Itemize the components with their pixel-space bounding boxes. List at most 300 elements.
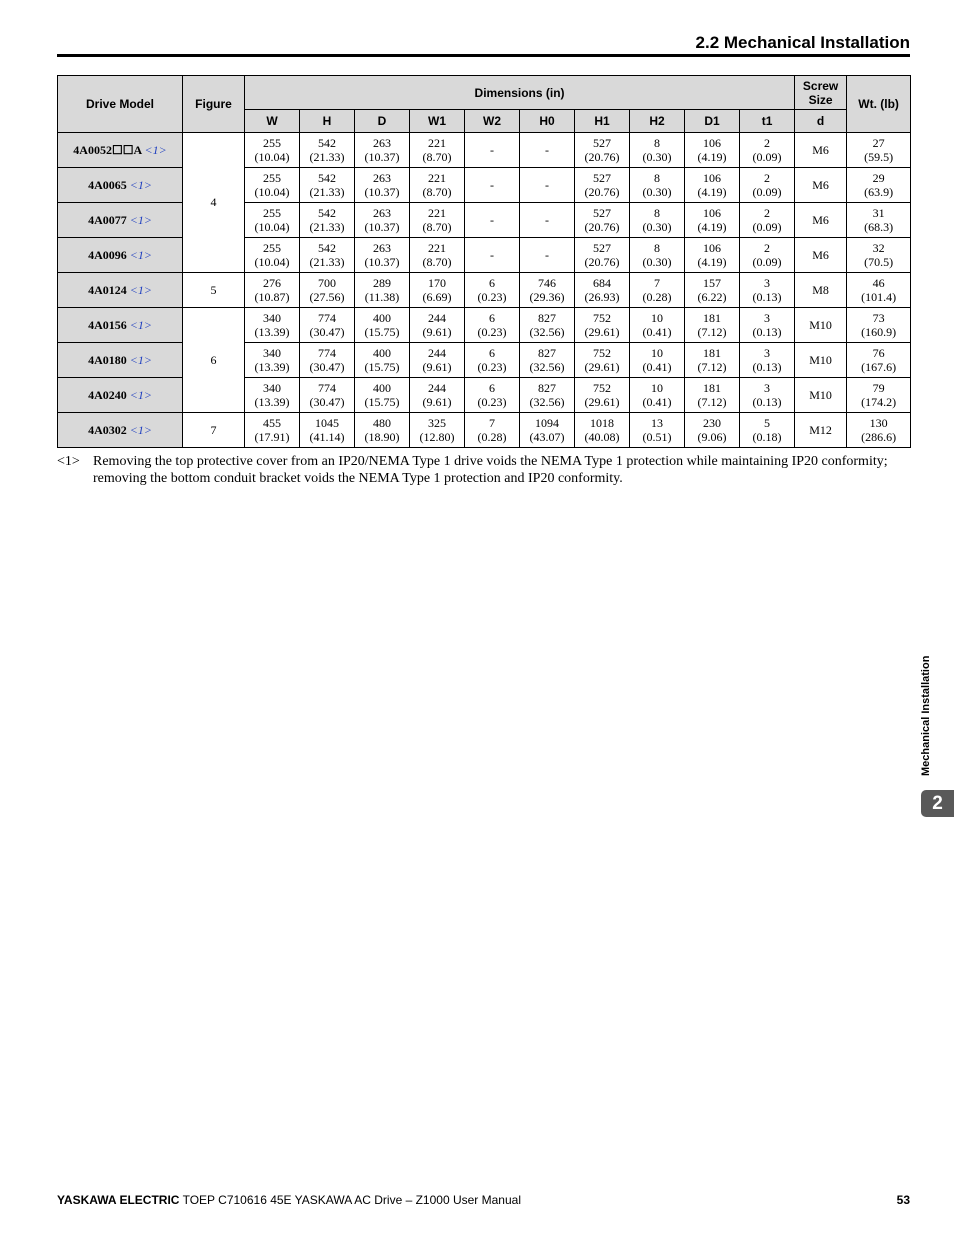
dimension-in: (20.76) — [584, 185, 620, 199]
dimension-cell — [740, 133, 795, 168]
dimension-in: (0.23) — [477, 360, 507, 374]
dimension-cell — [575, 413, 630, 448]
dimension-mm: 2 — [764, 171, 771, 185]
table-row — [58, 133, 911, 168]
dimension-in: (0.30) — [642, 220, 672, 234]
dimension-mm: 263 — [373, 171, 391, 185]
dimension-mm: 827 — [538, 381, 556, 395]
dimension-in: (8.70) — [422, 255, 452, 269]
dimension-cell — [300, 343, 355, 378]
dimension-cell — [355, 168, 410, 203]
dimension-cell — [740, 343, 795, 378]
dimension-in: (20.76) — [584, 220, 620, 234]
dimension-cell — [465, 413, 520, 448]
dimension-mm: 263 — [373, 136, 391, 150]
dimension-cell — [300, 168, 355, 203]
footer-doc: TOEP C710616 45E YASKAWA AC Drive – Z1000 User Manual — [179, 1193, 521, 1207]
weight-cell — [847, 203, 911, 238]
footnote-ref-link[interactable]: <1> — [129, 247, 152, 262]
dimension-mm: 5 — [764, 416, 771, 430]
dimension-mm: 255 — [263, 171, 281, 185]
dimension-cell — [300, 378, 355, 413]
dimension-in: (0.09) — [752, 255, 782, 269]
dimension-cell — [685, 343, 740, 378]
dimension-cell — [630, 203, 685, 238]
dimension-in: (6.22) — [697, 290, 727, 304]
figure-cell: 5 — [183, 273, 245, 308]
dimension-cell — [355, 343, 410, 378]
dimension-cell — [465, 308, 520, 343]
weight-kg: 130 — [869, 416, 888, 430]
footnote-ref-link[interactable]: <1> — [129, 387, 152, 402]
header-weight: Wt. (lb) — [847, 76, 911, 133]
dimension-in: (9.61) — [422, 360, 452, 374]
dimension-mm: 263 — [373, 241, 391, 255]
dimension-cell — [575, 308, 630, 343]
footnote-ref-link[interactable]: <1> — [129, 422, 152, 437]
dimension-mm: 527 — [593, 171, 611, 185]
dimension-cell — [300, 308, 355, 343]
dimension-mm: 221 — [428, 171, 446, 185]
dimension-in: (0.23) — [477, 395, 507, 409]
dimension-cell — [520, 413, 575, 448]
figure-cell: 4 — [183, 133, 245, 273]
dimension-in: (15.75) — [364, 325, 400, 339]
dimension-cell — [355, 273, 410, 308]
dimension-mm: - — [545, 178, 549, 192]
dimension-in: (0.41) — [642, 360, 672, 374]
dimension-mm: 2 — [764, 241, 771, 255]
dimension-in: (18.90) — [364, 430, 400, 444]
dimension-cell — [355, 413, 410, 448]
dimension-in: (29.36) — [529, 290, 565, 304]
side-tab-label: Mechanical Installation — [920, 655, 932, 776]
dimension-in: (27.56) — [309, 290, 345, 304]
footnote — [57, 453, 910, 487]
section-title: 2.2 Mechanical Installation — [695, 33, 910, 52]
dimension-mm: 181 — [703, 346, 721, 360]
header-figure: Figure — [183, 76, 245, 133]
dimension-cell — [740, 378, 795, 413]
dimension-mm: 10 — [651, 311, 663, 325]
dimension-cell — [300, 133, 355, 168]
weight-lb: (174.2) — [861, 395, 897, 409]
dimension-mm: 752 — [593, 346, 611, 360]
footnote-ref-link[interactable]: <1> — [129, 177, 152, 192]
dimension-cell — [245, 273, 300, 308]
dimension-mm: 684 — [593, 276, 611, 290]
dimension-mm: 6 — [489, 346, 495, 360]
header-rule — [57, 54, 910, 57]
dimension-in: (9.06) — [697, 430, 727, 444]
drive-model-cell — [58, 343, 183, 378]
chapter-tab: 2 — [921, 790, 954, 817]
dimension-mm: 221 — [428, 241, 446, 255]
dimension-mm: - — [545, 248, 549, 262]
dimension-cell — [300, 273, 355, 308]
dimension-mm: 8 — [654, 241, 660, 255]
dimension-cell — [410, 413, 465, 448]
dimension-cell — [355, 378, 410, 413]
dimension-cell — [630, 413, 685, 448]
weight-cell — [847, 343, 911, 378]
footer-brand: YASKAWA ELECTRIC — [57, 1193, 180, 1207]
dimension-cell — [410, 273, 465, 308]
dimension-mm: 527 — [593, 206, 611, 220]
dimension-mm: 13 — [651, 416, 663, 430]
page-footer — [57, 1193, 910, 1207]
dimension-mm: 289 — [373, 276, 391, 290]
drive-model-cell — [58, 413, 183, 448]
dimension-mm: 542 — [318, 171, 336, 185]
figure-cell: 7 — [183, 413, 245, 448]
dimension-in: (0.41) — [642, 395, 672, 409]
weight-kg: 29 — [872, 171, 885, 185]
dimension-cell — [355, 203, 410, 238]
table-row — [58, 413, 911, 448]
drive-model-cell — [58, 308, 183, 343]
dimension-in: (12.80) — [419, 430, 455, 444]
dimension-mm: 255 — [263, 136, 281, 150]
dimension-cell — [465, 203, 520, 238]
dimension-in: (9.61) — [422, 325, 452, 339]
dimension-in: (7.12) — [697, 325, 727, 339]
dimension-in: (0.13) — [752, 290, 782, 304]
dimension-in: (10.37) — [364, 185, 400, 199]
weight-cell — [847, 133, 911, 168]
dimension-in: (29.61) — [584, 395, 620, 409]
dimension-cell — [685, 308, 740, 343]
dimension-cell — [575, 168, 630, 203]
dimension-mm: 255 — [263, 241, 281, 255]
dimension-mm: 3 — [764, 381, 771, 395]
dimension-mm: 455 — [263, 416, 281, 430]
drive-model: 4A0240 — [88, 387, 127, 402]
dimension-cell — [300, 238, 355, 273]
header-col-t1: t1 — [740, 110, 795, 133]
drive-model-cell — [58, 203, 183, 238]
footnote-ref-link[interactable]: <1> — [129, 352, 152, 367]
table-row — [58, 273, 911, 308]
dimension-cell — [575, 378, 630, 413]
dimension-mm: 752 — [593, 381, 611, 395]
dimension-cell — [630, 238, 685, 273]
dimension-in: (0.28) — [477, 430, 507, 444]
dimension-cell — [520, 203, 575, 238]
dimension-cell — [740, 238, 795, 273]
dimension-cell — [740, 273, 795, 308]
weight-cell — [847, 378, 911, 413]
dimension-cell — [300, 203, 355, 238]
dimension-cell — [630, 168, 685, 203]
dimension-cell — [520, 133, 575, 168]
dimension-in: (10.37) — [364, 255, 400, 269]
dimension-cell — [575, 203, 630, 238]
dimension-cell — [465, 168, 520, 203]
dimension-cell — [685, 238, 740, 273]
weight-kg: 31 — [872, 206, 885, 220]
drive-model: 4A0124 — [88, 282, 127, 297]
weight-kg: 79 — [872, 381, 885, 395]
dimension-cell — [410, 343, 465, 378]
screw-size-cell: M6 — [795, 238, 847, 273]
dimension-mm: 542 — [318, 136, 336, 150]
weight-kg: 76 — [872, 346, 885, 360]
drive-model: 4A0302 — [88, 422, 127, 437]
dimension-in: (0.09) — [752, 150, 782, 164]
dimensions-table — [57, 75, 911, 448]
footnote-ref-link[interactable]: <1> — [129, 212, 152, 227]
dimension-in: (9.61) — [422, 395, 452, 409]
dimension-cell — [410, 238, 465, 273]
drive-model-cell — [58, 133, 183, 168]
dimension-cell — [520, 308, 575, 343]
dimension-mm: - — [545, 213, 549, 227]
drive-model: 4A0065 — [88, 177, 127, 192]
dimension-cell — [355, 133, 410, 168]
dimension-in: (32.56) — [529, 395, 565, 409]
weight-cell — [847, 238, 911, 273]
dimension-mm: 3 — [764, 276, 771, 290]
drive-model-cell — [58, 273, 183, 308]
weight-lb: (167.6) — [861, 360, 897, 374]
dimension-mm: - — [490, 178, 494, 192]
dimension-in: (29.61) — [584, 325, 620, 339]
dimension-mm: 157 — [703, 276, 721, 290]
dimension-cell — [410, 203, 465, 238]
dimension-cell — [630, 273, 685, 308]
dimension-cell — [245, 133, 300, 168]
dimension-mm: 340 — [263, 381, 281, 395]
dimension-in: (26.93) — [584, 290, 620, 304]
dimension-mm: 542 — [318, 241, 336, 255]
footnote-text: Removing the top protective cover from an IP20/NEMA Type 1 drive voids the NEMA Type 1 protection while maintaining IP20 conformity; removing the bottom conduit bracket voids the NEMA Type 1 protection and IP20 conformity. — [93, 454, 888, 486]
dimension-in: (0.09) — [752, 220, 782, 234]
drive-model: 4A0180 — [88, 352, 127, 367]
dimension-mm: - — [490, 248, 494, 262]
footnote-ref-link[interactable]: <1> — [144, 142, 167, 157]
dimension-in: (0.09) — [752, 185, 782, 199]
weight-lb: (160.9) — [861, 325, 897, 339]
dimension-cell — [520, 273, 575, 308]
dimension-cell — [245, 413, 300, 448]
dimension-mm: 221 — [428, 206, 446, 220]
dimension-mm: - — [490, 213, 494, 227]
dimension-cell — [630, 378, 685, 413]
dimension-cell — [740, 168, 795, 203]
dimension-mm: 7 — [489, 416, 495, 430]
drive-model-cell — [58, 168, 183, 203]
header-dimensions: Dimensions (in) — [245, 76, 795, 110]
dimension-in: (21.33) — [309, 255, 345, 269]
dimension-in: (40.08) — [584, 430, 620, 444]
dimension-in: (8.70) — [422, 220, 452, 234]
dimension-cell — [740, 203, 795, 238]
dimension-mm: 6 — [489, 381, 495, 395]
dimension-mm: 1094 — [535, 416, 559, 430]
dimension-mm: 106 — [703, 171, 721, 185]
dimension-in: (0.30) — [642, 255, 672, 269]
dimension-cell — [245, 343, 300, 378]
header-col-h0: H0 — [520, 110, 575, 133]
dimension-mm: 244 — [428, 311, 446, 325]
dimension-in: (21.33) — [309, 150, 345, 164]
weight-lb: (286.6) — [861, 430, 897, 444]
dimension-cell — [740, 308, 795, 343]
dimension-in: (30.47) — [309, 325, 345, 339]
dimension-mm: 325 — [428, 416, 446, 430]
dimension-in: (13.39) — [254, 395, 290, 409]
dimension-in: (0.13) — [752, 325, 782, 339]
dimension-mm: - — [490, 143, 494, 157]
dimension-mm: 106 — [703, 206, 721, 220]
dimension-cell — [245, 168, 300, 203]
dimension-in: (0.18) — [752, 430, 782, 444]
dimension-cell — [245, 238, 300, 273]
header-col-h1: H1 — [575, 110, 630, 133]
weight-kg: 32 — [872, 241, 885, 255]
dimension-mm: 480 — [373, 416, 391, 430]
dimension-cell — [520, 343, 575, 378]
dimension-in: (11.38) — [364, 290, 400, 304]
dimension-cell — [740, 413, 795, 448]
screw-size-cell: M6 — [795, 168, 847, 203]
dimension-cell — [355, 238, 410, 273]
dimension-mm: 774 — [318, 381, 336, 395]
dimension-mm: 774 — [318, 311, 336, 325]
dimension-mm: 8 — [654, 136, 660, 150]
dimension-mm: 400 — [373, 346, 391, 360]
dimension-cell — [410, 168, 465, 203]
dimension-cell — [685, 378, 740, 413]
weight-lb: (68.3) — [864, 220, 894, 234]
dimension-in: (21.33) — [309, 220, 345, 234]
dimension-cell — [630, 133, 685, 168]
header-col-h: H — [300, 110, 355, 133]
dimension-mm: 827 — [538, 311, 556, 325]
dimension-cell — [685, 203, 740, 238]
dimension-in: (4.19) — [697, 220, 727, 234]
dimension-cell — [465, 343, 520, 378]
dimension-in: (10.04) — [254, 255, 290, 269]
dimension-mm: 8 — [654, 171, 660, 185]
dimension-mm: 263 — [373, 206, 391, 220]
dimension-mm: 230 — [703, 416, 721, 430]
weight-cell — [847, 413, 911, 448]
dimension-cell — [300, 413, 355, 448]
header-drive-model: Drive Model — [58, 76, 183, 133]
dimension-mm: 746 — [538, 276, 556, 290]
dimension-mm: 752 — [593, 311, 611, 325]
screw-size-cell: M12 — [795, 413, 847, 448]
dimension-in: (4.19) — [697, 150, 727, 164]
header-col-w1: W1 — [410, 110, 465, 133]
header-screw-size: Screw Size — [795, 76, 847, 110]
dimension-mm: 244 — [428, 381, 446, 395]
drive-model-cell — [58, 378, 183, 413]
screw-size-cell: M10 — [795, 378, 847, 413]
figure-cell: 6 — [183, 308, 245, 413]
dimension-mm: 340 — [263, 346, 281, 360]
dimension-cell — [575, 273, 630, 308]
dimension-mm: 255 — [263, 206, 281, 220]
dimension-in: (43.07) — [529, 430, 565, 444]
dimension-mm: 244 — [428, 346, 446, 360]
dimension-mm: 774 — [318, 346, 336, 360]
dimension-in: (21.33) — [309, 185, 345, 199]
screw-size-cell: M10 — [795, 343, 847, 378]
dimension-cell — [465, 238, 520, 273]
drive-model: 4A0052☐☐A — [73, 142, 142, 157]
dimension-mm: 170 — [428, 276, 446, 290]
dimension-mm: 181 — [703, 311, 721, 325]
dimension-cell — [465, 133, 520, 168]
dimension-mm: 527 — [593, 241, 611, 255]
header-col-h2: H2 — [630, 110, 685, 133]
dimension-in: (29.61) — [584, 360, 620, 374]
dimension-in: (10.87) — [254, 290, 290, 304]
dimension-mm: 276 — [263, 276, 281, 290]
dimension-cell — [685, 133, 740, 168]
dimension-in: (15.75) — [364, 360, 400, 374]
dimension-mm: 6 — [489, 276, 495, 290]
dimension-cell — [685, 273, 740, 308]
footnote-ref-link[interactable]: <1> — [129, 282, 152, 297]
header-col-w: W — [245, 110, 300, 133]
dimension-cell — [685, 168, 740, 203]
dimension-cell — [520, 238, 575, 273]
page-number: 53 — [896, 1193, 910, 1207]
dimension-cell — [575, 238, 630, 273]
dimension-cell — [465, 378, 520, 413]
dimension-in: (32.56) — [529, 325, 565, 339]
dimension-cell — [355, 308, 410, 343]
weight-cell — [847, 308, 911, 343]
dimension-cell — [245, 203, 300, 238]
weight-kg: 73 — [872, 311, 885, 325]
dimension-mm: 7 — [654, 276, 660, 290]
dimension-cell — [245, 308, 300, 343]
dimension-in: (10.04) — [254, 220, 290, 234]
drive-model: 4A0077 — [88, 212, 127, 227]
header-col-d: d — [795, 110, 847, 133]
dimension-in: (8.70) — [422, 150, 452, 164]
weight-cell — [847, 273, 911, 308]
dimension-in: (0.23) — [477, 325, 507, 339]
dimension-cell — [630, 343, 685, 378]
dimension-in: (20.76) — [584, 255, 620, 269]
dimension-mm: 542 — [318, 206, 336, 220]
weight-cell — [847, 168, 911, 203]
dimension-mm: 106 — [703, 241, 721, 255]
dimension-in: (0.51) — [642, 430, 672, 444]
dimension-in: (6.69) — [422, 290, 452, 304]
drive-model-cell — [58, 238, 183, 273]
dimension-in: (41.14) — [309, 430, 345, 444]
screw-size-cell: M8 — [795, 273, 847, 308]
dimension-mm: 3 — [764, 311, 771, 325]
dimension-cell — [520, 168, 575, 203]
dimension-in: (0.13) — [752, 395, 782, 409]
dimension-mm: 340 — [263, 311, 281, 325]
weight-lb: (101.4) — [861, 290, 897, 304]
dimension-in: (10.04) — [254, 185, 290, 199]
dimension-in: (7.12) — [697, 395, 727, 409]
dimension-in: (4.19) — [697, 255, 727, 269]
footnote-ref-link[interactable]: <1> — [129, 317, 152, 332]
header-col-d1: D1 — [685, 110, 740, 133]
dimension-mm: 8 — [654, 206, 660, 220]
